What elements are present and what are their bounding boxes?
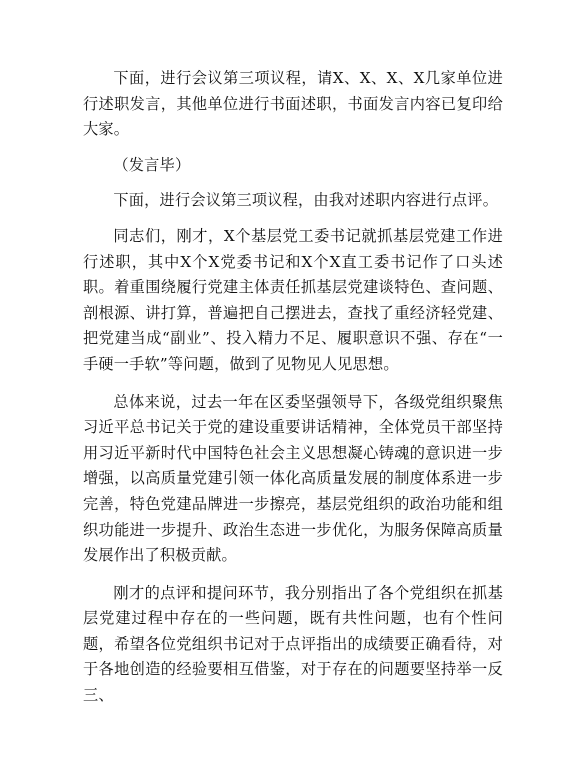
paragraph-comrades: 同志们，刚才，X个基层党工委书记就抓基层党建工作进行述职，其中X个X党委书记和X个X直工委书记作了口头述职。着重围绕履行党建主体责任抓基层党建谈特色、查问题、剖根源、讲打算，普遍把自己摆进去，查找了重经济轻党建、把党建当成“副业”、投入精力不足、履职意识不强、存在“一手硬一手软”等问题，做到了见物见人见思想。 (83, 226, 503, 373)
document-page (83, 66, 503, 709)
paragraph-overall-summary: 总体来说，过去一年在区委坚强领导下，各级党组织聚焦习近平总书记关于党的建设重要讲话精神，全体党员干部坚持用习近平新时代中国特色社会主义思想凝心铸魂的意识进一步增强，以高质量党建引领一体化高质量发展的制度体系进一步完善，特色党建品牌进一步擦亮，基层党组织的政治功能和组织功能进一步提升、政治生态进一步优化，为服务保障高质量发展作出了积极贡献。 (83, 392, 503, 565)
paragraph-agenda-item-three: 下面，进行会议第三项议程，请X、X、X、X几家单位进行述职发言，其他单位进行书面述职，书面发言内容已复印给大家。 (83, 69, 503, 139)
paragraph-review-comments: 刚才的点评和提问环节，我分别指出了各个党组织在抓基层党建过程中存在的一些问题，既有共性问题，也有个性问题，希望各位党组织书记对于点评指出的成绩要正确看待，对于各地创造的经验要相互借鉴，对于存在的问题要坚持举一反三、 (83, 583, 503, 705)
paragraph-review-intro: 下面，进行会议第三项议程，由我对述职内容进行点评。 (113, 191, 499, 210)
paragraph-speech-ended: （发言毕） (113, 155, 191, 174)
